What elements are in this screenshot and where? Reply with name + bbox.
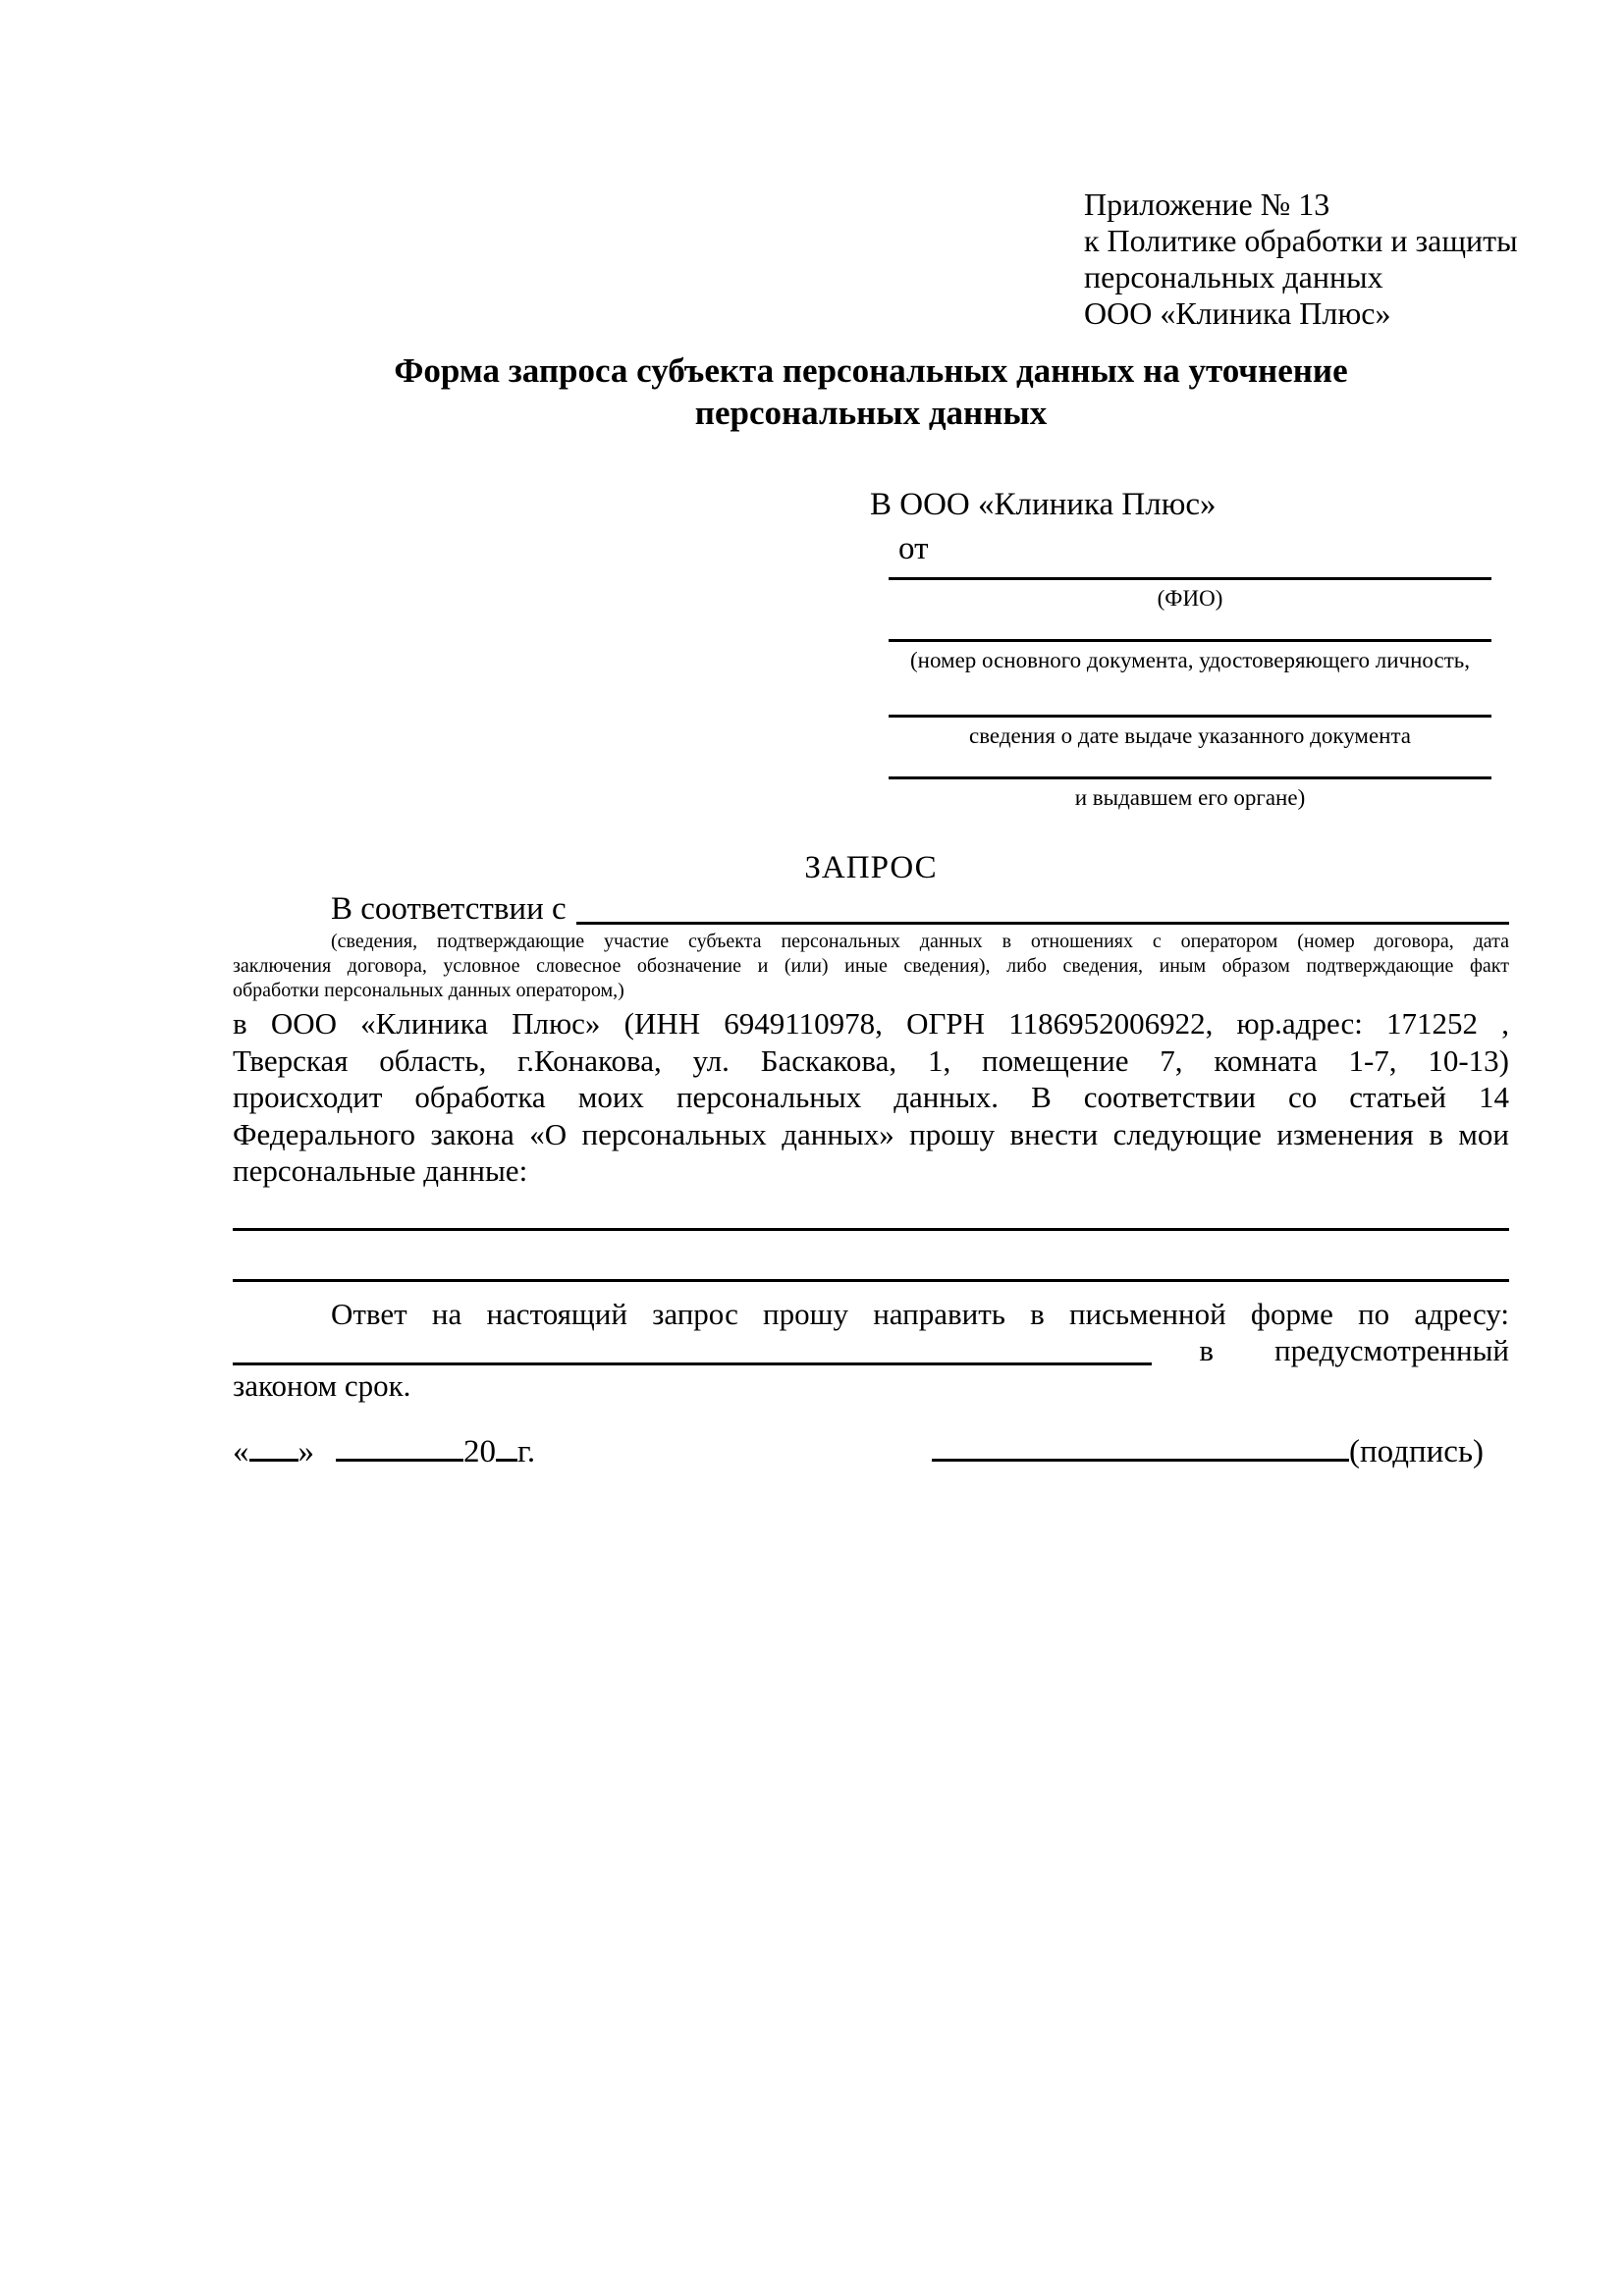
request-body-line: происходит обработка моих персональных данных. В соответствии со статьей 14 (233, 1080, 1509, 1115)
fine-print-line: (сведения, подтверждающие участие субъекта персональных данных в отношениях с оператором (номер договора, дата (331, 931, 1509, 952)
address-blank-line (233, 1331, 1152, 1365)
fine-print-line: обработки персональных данных оператором,) (233, 980, 624, 1001)
annex-line: Приложение № 13 (1084, 187, 1330, 222)
reply-address-row (233, 1331, 1509, 1370)
fine-print (233, 930, 1509, 1003)
signature-blank-line (932, 1429, 1349, 1462)
form-title-line: персональных данных (694, 394, 1048, 432)
date-field (233, 1429, 535, 1470)
date-month-blank (336, 1429, 463, 1462)
date-year-suffix: г. (517, 1434, 536, 1469)
reply-line: Ответ на настоящий запрос прошу направить в письменной форме по адресу: (331, 1297, 1509, 1331)
issuing-authority-blank-line (889, 776, 1491, 779)
fio-blank-line (889, 577, 1491, 580)
date-quote-open: « (233, 1434, 249, 1469)
request-body-line: в ООО «Клиника Плюс» (ИНН 6949110978, ОГРН 1186952006922, юр.адрес: 171252 , (233, 1006, 1509, 1041)
date-year-prefix: 20 (463, 1434, 496, 1469)
issue-date-blank-line (889, 715, 1491, 718)
signature-caption: (подпись) (1349, 1434, 1484, 1469)
intro-blank-line (576, 889, 1509, 925)
issue-date-caption: сведения о дате выдаче указанного документа (968, 723, 1412, 748)
document-number-blank-line (889, 639, 1491, 642)
document-number-caption: (номер основного документа, удостоверяющего личность, (909, 648, 1470, 672)
annex-line: персональных данных (1084, 259, 1383, 294)
addressee-organization: В ООО «Клиника Плюс» (870, 487, 1217, 522)
reply-tail: законом срок. (233, 1368, 411, 1403)
issuing-authority-caption: и выдавшем его органе) (1074, 785, 1306, 810)
annex-note (1084, 187, 1545, 332)
request-body-line: Тверская область, г.Конакова, ул. Баскакова, 1, помещение 7, комната 1-7, 10-13) (233, 1042, 1509, 1078)
date-quote-close: » (298, 1434, 314, 1469)
fine-print-line: заключения договора, условное словесное обозначение и (или) иные сведения), либо сведения, иным образом подтверждающие факт (233, 955, 1509, 977)
fio-caption: (ФИО) (1157, 586, 1223, 611)
request-body-line: персональные данные: (233, 1153, 528, 1189)
reply-word-predusmotrenny: предусмотренный (1274, 1333, 1509, 1367)
signature-field (932, 1429, 1484, 1470)
intro-row (233, 889, 1509, 929)
form-title-line: Форма запроса субъекта персональных данных на уточнение (394, 351, 1348, 390)
date-day-blank (249, 1429, 298, 1462)
request-body (233, 1005, 1509, 1190)
changes-blank-line (233, 1279, 1509, 1282)
intro-prefix: В соответствии с (331, 891, 567, 927)
changes-blank-line (233, 1228, 1509, 1231)
annex-line: к Политике обработки и защиты (1084, 223, 1518, 258)
request-heading: ЗАПРОС (804, 850, 938, 885)
request-body-line: Федерального закона «О персональных данных» прошу внести следующие изменения в мои (233, 1116, 1509, 1151)
date-signature-row (233, 1429, 1509, 1474)
from-label: от (898, 531, 929, 566)
annex-line: ООО «Клиника Плюс» (1084, 295, 1391, 331)
date-year-blank (496, 1429, 517, 1462)
reply-word-v: в (1199, 1333, 1215, 1367)
form-title (233, 349, 1509, 434)
